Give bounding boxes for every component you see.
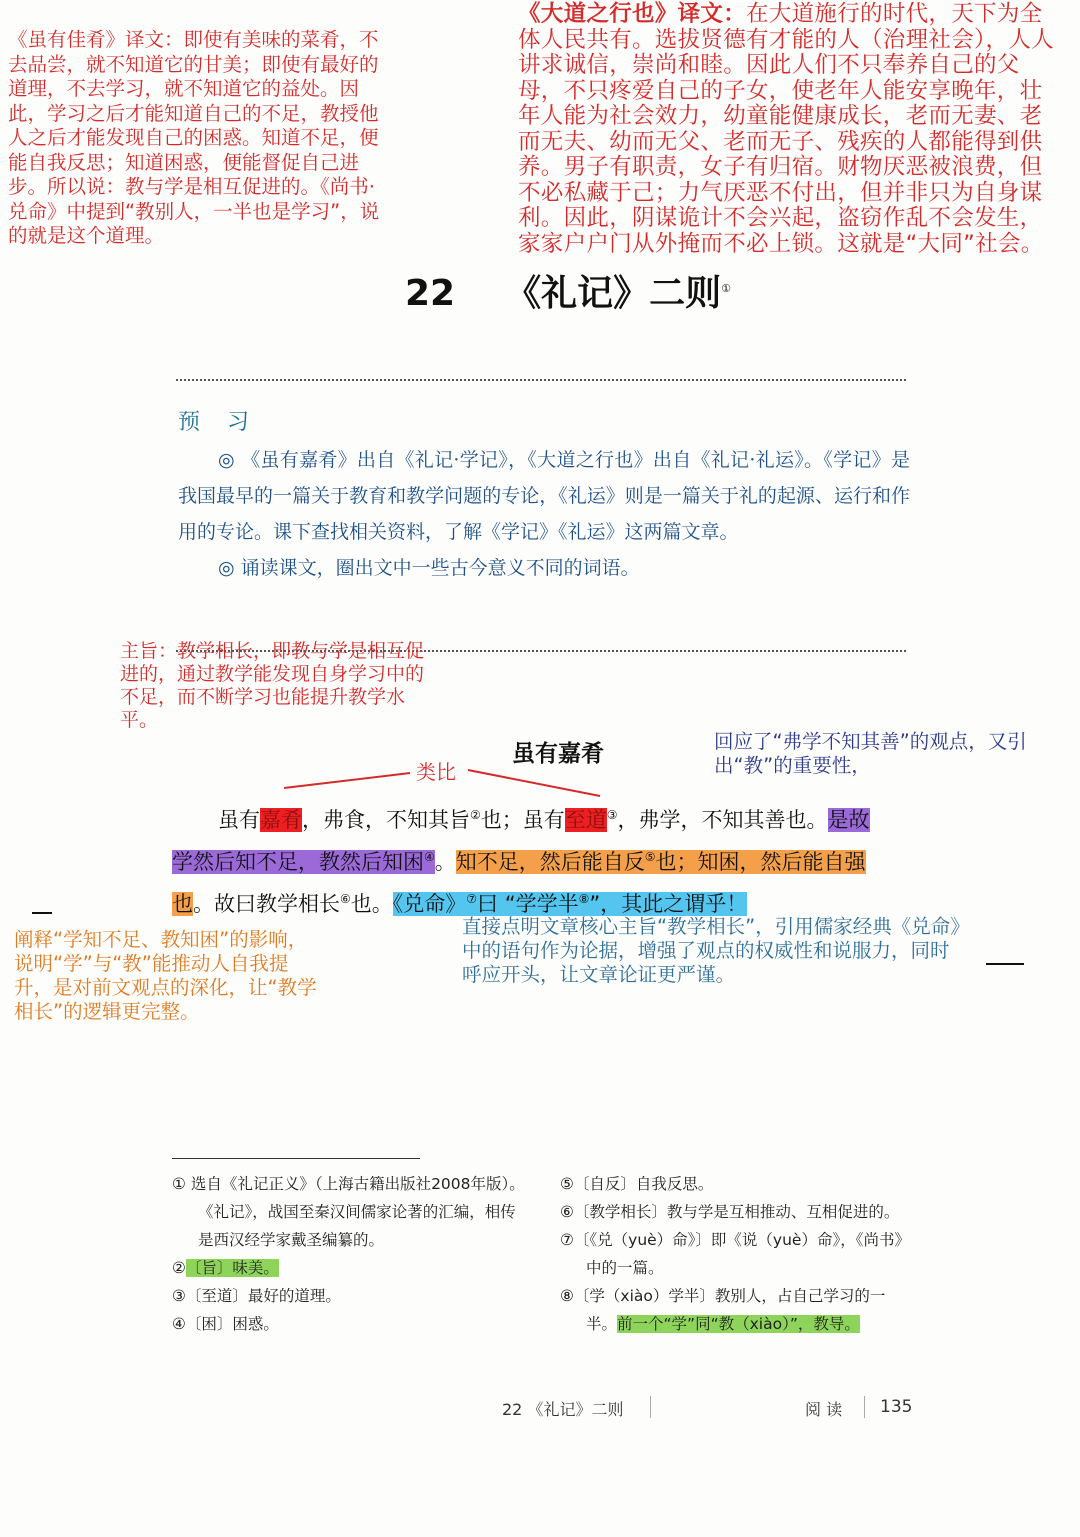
highlight-orange-2: 也 — [172, 892, 193, 916]
footnote-5: ⑤〔自反〕自我反思。 — [560, 1175, 714, 1193]
theme-note: 主旨：教学相长，即教与学是相互促进的，通过教学能发现自身学习中的不足，而不断学习也能提升教学水平。 — [120, 640, 425, 731]
highlight-green-xue: 前一个“学”同“教（xiào）”，教导。 — [617, 1315, 860, 1333]
highlight-purple-2: 学然后知不足，教然后知困④ — [172, 850, 435, 874]
divider-top — [176, 379, 906, 381]
lesson-number: 22 — [405, 273, 456, 314]
footnotes-left — [172, 1170, 527, 1338]
translation-note-suiyoujiayao: 《虽有佳肴》译文：即使有美味的菜肴，不去品尝，就不知道它的甘美；即使有最好的道理，不去学习，就不知道它的益处。因此，学习之后才能知道自己的不足，教授他人之后才能发现自己的困惑。知道不足，便能自我反思；知道困惑，便能督促自己进步。所以说：教与学是相互促进的。《尚书·兑命》中提到“教别人，一半也是学习”，说的就是这个道理。 — [8, 28, 380, 247]
footnote-4: ④〔困〕困惑。 — [172, 1315, 279, 1333]
analogy-label: 类比 — [416, 760, 456, 784]
lesson-title — [405, 265, 731, 316]
footnote-8: ⑧〔学（xiào）学半〕教别人，占自己学习的一半。前一个“学”同“教（xiào）”，教导。 — [560, 1287, 886, 1333]
preview-body — [178, 442, 910, 586]
footnote-1: ① 选自《礼记正义》（上海古籍出版社2008年版）。《礼记》，战国至秦汉间儒家论著的汇编，相传是西汉经学家戴圣编纂的。 — [172, 1175, 525, 1249]
footnotes-right — [560, 1170, 912, 1338]
analogy-line-left — [284, 773, 410, 788]
annotation-orange: 阐释“学知不足、教知困”的影响，说明“学”与“教”能推动人自我提升，是对前文观点的深化，让“教学相长”的逻辑更完整。 — [14, 928, 317, 1023]
footer-separator-2 — [864, 1396, 865, 1418]
highlight-orange-1: 知不足，然后能自反⑤也；知困，然后能自强 — [455, 850, 866, 874]
text-line-1: 虽有嘉肴，弗食，不知其旨②也；虽有至道③，弗学，不知其善也。是故 — [218, 808, 870, 832]
translation-note-body: 在大道施行的时代，天下为全体人民共有。选拔贤德有才能的人（治理社会），人人讲求诚信，崇尚和睦。因此人们不只奉养自己的父母，不只疼爱自己的子女，使老年人能安享晚年，壮年人能为社会效力，幼童能健康成长，老而无妻、老而无夫、幼而无父、老而无子、残疾的人都能得到供养。男子有职责，女子有归宿。财物厌恶被浪费，但不必私藏于己；力气厌恶不付出，但并非只为自身谋利。因此，阴谋诡计不会兴起，盗窃作乱不会发生，家家户户门从外掩而不必上锁。这就是“大同”社会。 — [518, 1, 1054, 257]
dash-mark-left — [32, 912, 52, 914]
footnote-3: ③〔至道〕最好的道理。 — [172, 1287, 341, 1305]
preview-paragraph-1: ◎ 《虽有嘉肴》出自《礼记·学记》，《大道之行也》出自《礼记·礼运》。《学记》是我国最早的一篇关于教育和教学问题的专论，《礼运》则是一篇关于礼的起源、运行和作用的专论。课下查找相关资料，了解《学记》《礼运》这两篇文章。 — [178, 449, 910, 543]
footnote-2: ②〔旨〕味美。 — [172, 1259, 279, 1277]
lesson-title-text: 《礼记》二则 — [505, 273, 722, 314]
footnote-6: ⑥〔教学相长〕教与学是互相推动、互相促进的。 — [560, 1203, 900, 1221]
text-title: 虽有嘉肴 — [512, 741, 604, 767]
footer-separator-1 — [650, 1396, 651, 1418]
highlight-green-zhi: 〔旨〕味美。 — [185, 1259, 279, 1277]
highlight-purple-1: 是故 — [827, 808, 870, 832]
highlight-cyan: 《兑命》⑦曰 “学学半⑧”，其此之谓乎！ — [392, 892, 748, 916]
highlight-jiayao: 嘉肴 — [260, 808, 302, 832]
main-text — [172, 797, 912, 923]
footer-section: 阅 读 — [805, 1400, 843, 1419]
translation-note-dadao — [518, 2, 1058, 257]
analogy-line-right — [468, 770, 600, 796]
highlight-zhidao: 至道 — [564, 808, 607, 832]
footnote-rule — [172, 1158, 420, 1159]
footer-lesson: 22 《礼记》二则 — [502, 1400, 624, 1419]
preview-heading: 预 习 — [178, 410, 259, 435]
dash-mark-right — [986, 963, 1024, 965]
annotation-blue-middle: 直接点明文章核心主旨“教学相长”，引用儒家经典《兑命》中的语句作为论据，增强了观点的权威性和说服力，同时呼应开头，让文章论证更严谨。 — [462, 915, 960, 986]
translation-note-title: 《大道之行也》译文： — [518, 1, 747, 27]
annotation-blue-right: 回应了“弗学不知其善”的观点，又引出“教”的重要性， — [714, 730, 1027, 777]
text-line-2: 学然后知不足，教然后知困④。知不足，然后能自反⑤也；知困，然后能自强 — [172, 850, 866, 874]
lesson-title-footnote-mark: ① — [721, 282, 731, 295]
footnote-7: ⑦〔《兑（yuè）命》〕即《说（yuè）命》，《尚书》中的一篇。 — [560, 1231, 910, 1277]
page-number: 135 — [880, 1397, 913, 1417]
text-line-3: 也。故曰教学相长⑥也。《兑命》⑦曰 “学学半⑧”，其此之谓乎！ — [172, 892, 748, 916]
preview-paragraph-2: ◎ 诵读课文，圈出文中一些古今意义不同的词语。 — [218, 557, 640, 579]
